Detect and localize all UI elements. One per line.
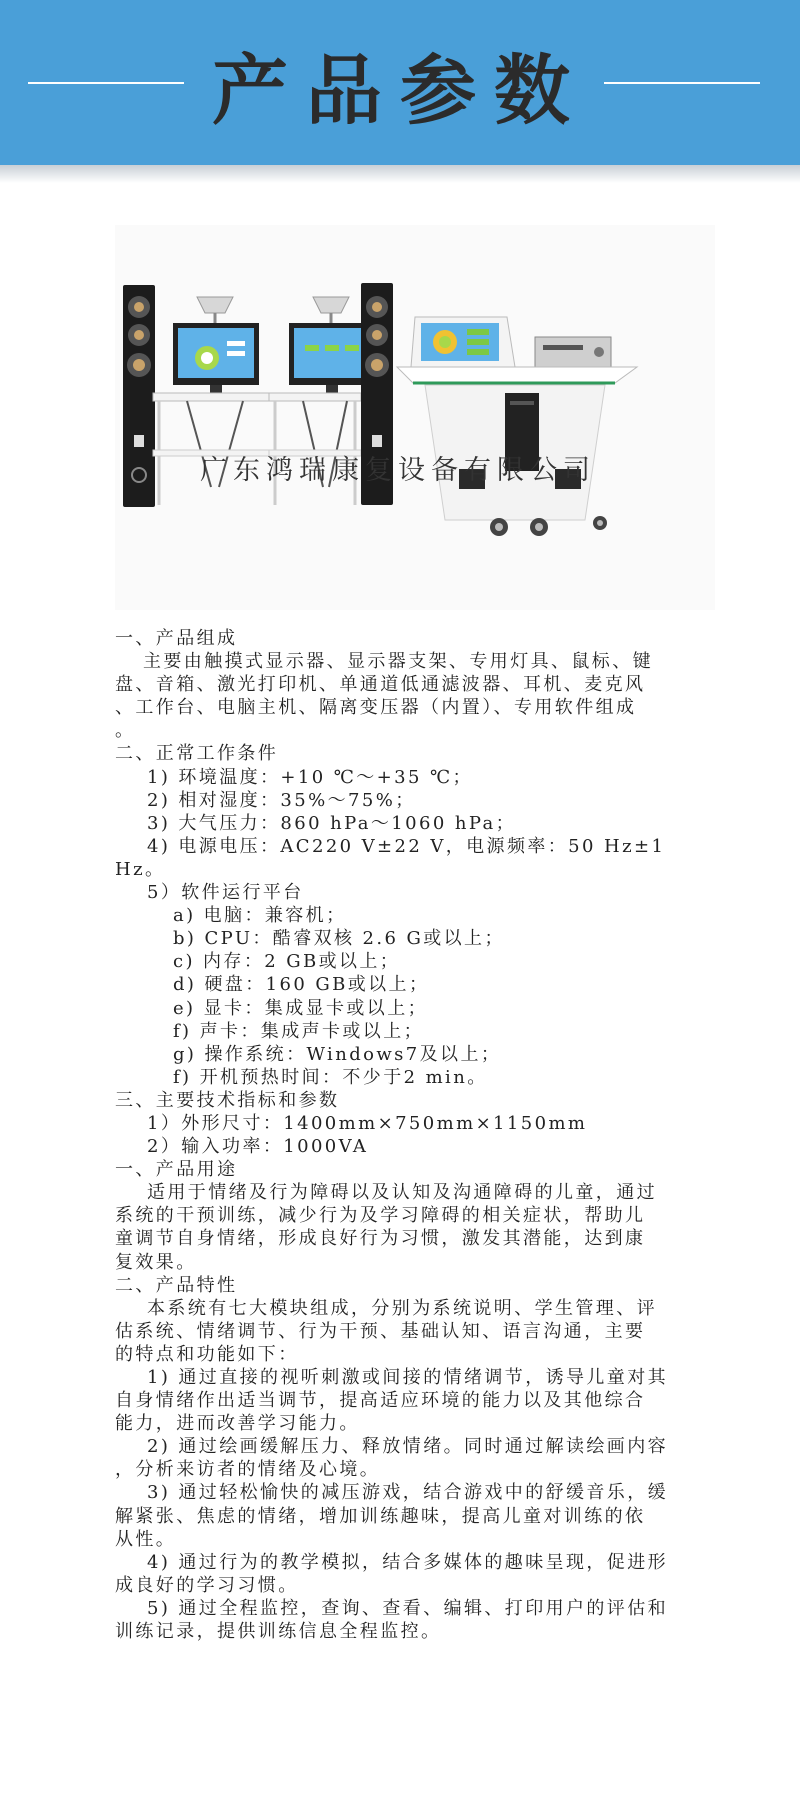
spec-line: 。 bbox=[115, 720, 136, 742]
spec-line: 1) 通过直接的视听刺激或间接的情绪调节，诱导儿童对其 bbox=[147, 1367, 668, 1388]
spec-line: 5) 通过全程监控，查询、查看、编辑、打印用户的评估和 bbox=[147, 1597, 668, 1619]
spec-line: 4) 通过行为的教学模拟，结合多媒体的趣味呈现，促进形 bbox=[147, 1551, 668, 1573]
spec-text bbox=[115, 627, 755, 1643]
spec-line: 1）外形尺寸：1400mm×750mm×1150mm bbox=[147, 1112, 588, 1134]
spec-line: 盘、音箱、激光打印机、单通道低通滤波器、耳机、麦克风 bbox=[115, 674, 646, 696]
spec-line: 复效果。 bbox=[115, 1251, 197, 1273]
spec-line: 本系统有七大模块组成，分别为系统说明、学生管理、评 bbox=[147, 1297, 657, 1319]
spec-line: f) 开机预热时间：不少于2 min。 bbox=[173, 1066, 488, 1088]
product-photo bbox=[115, 225, 715, 610]
spec-line: c) 内存：2 GB或以上； bbox=[173, 951, 401, 973]
spec-line: 的特点和功能如下： bbox=[115, 1343, 299, 1365]
spec-line: 一、产品用途 bbox=[115, 1159, 238, 1181]
spec-line: 三、主要技术指标和参数 bbox=[115, 1089, 340, 1111]
product-illustration bbox=[115, 225, 715, 610]
spec-line: f) 声卡：集成声卡或以上； bbox=[173, 1020, 425, 1042]
spec-line: 2) 通过绘画缓解压力、释放情绪。同时通过解读绘画内容 bbox=[147, 1436, 668, 1458]
spec-line: 5）软件运行平台 bbox=[147, 882, 304, 904]
spec-line: 1) 环境温度：+10 ℃～+35 ℃； bbox=[147, 766, 473, 788]
header-banner bbox=[0, 0, 800, 165]
spec-line: 解紧张、焦虑的情绪，增加训练趣味，提高儿童对训练的依 bbox=[115, 1505, 646, 1527]
company-watermark: 广东鸿瑞康复设备有限公司 bbox=[200, 455, 596, 486]
spec-line: 2）输入功率：1000VA bbox=[147, 1136, 369, 1158]
spec-line: 2) 相对湿度：35%～75%； bbox=[147, 789, 416, 811]
spec-line: Hz。 bbox=[115, 858, 166, 880]
spec-line: 二、正常工作条件 bbox=[115, 743, 279, 765]
spec-line: e) 显卡：集成显卡或以上； bbox=[173, 997, 428, 1019]
spec-line: 4) 电源电压：AC220 V±22 V，电源频率：50 Hz±1 bbox=[147, 835, 666, 857]
page-title: 产品参数 bbox=[212, 46, 588, 135]
spec-line: 童调节自身情绪，形成良好行为习惯，激发其潜能，达到康 bbox=[115, 1228, 646, 1250]
spec-line: 3) 通过轻松愉快的减压游戏，结合游戏中的舒缓音乐，缓 bbox=[147, 1482, 668, 1504]
spec-line: 3) 大气压力：860 hPa～1060 hPa； bbox=[147, 812, 517, 834]
spec-line: b) CPU：酷睿双核 2.6 G或以上； bbox=[173, 928, 505, 950]
spec-line: 成良好的学习习惯。 bbox=[115, 1574, 299, 1596]
title-rule-right bbox=[604, 82, 760, 84]
header-shadow bbox=[0, 165, 800, 183]
spec-line: 从性。 bbox=[115, 1528, 177, 1550]
console-desk-icon bbox=[397, 317, 637, 536]
spec-line: 能力，进而改善学习能力。 bbox=[115, 1413, 360, 1435]
spec-line: g) 操作系统：Windows7及以上； bbox=[173, 1043, 502, 1065]
spec-line: 自身情绪作出适当调节，提高适应环境的能力以及其他综合 bbox=[115, 1390, 646, 1412]
spec-line: 二、产品特性 bbox=[115, 1274, 238, 1296]
spec-line: ，分析来访者的情绪及心境。 bbox=[115, 1459, 381, 1481]
spec-line: 系统的干预训练，减少行为及学习障碍的相关症状，帮助儿 bbox=[115, 1205, 646, 1227]
left-speaker-icon bbox=[123, 285, 155, 507]
spec-line: 、工作台、电脑主机、隔离变压器（内置）、专用软件组成 bbox=[115, 697, 637, 719]
spec-line: a) 电脑：兼容机； bbox=[173, 905, 347, 927]
spec-line: 训练记录，提供训练信息全程监控。 bbox=[115, 1621, 442, 1643]
spec-line: 估系统、情绪调节、行为干预、基础认知、语言沟通，主要 bbox=[115, 1320, 646, 1342]
spec-line: 主要由触摸式显示器、显示器支架、专用灯具、鼠标、键 bbox=[143, 651, 653, 673]
spec-line: 适用于情绪及行为障碍以及认知及沟通障碍的儿童，通过 bbox=[147, 1182, 657, 1204]
spec-line: d) 硬盘：160 GB或以上； bbox=[173, 974, 430, 996]
spec-line: 一、产品组成 bbox=[115, 628, 238, 649]
